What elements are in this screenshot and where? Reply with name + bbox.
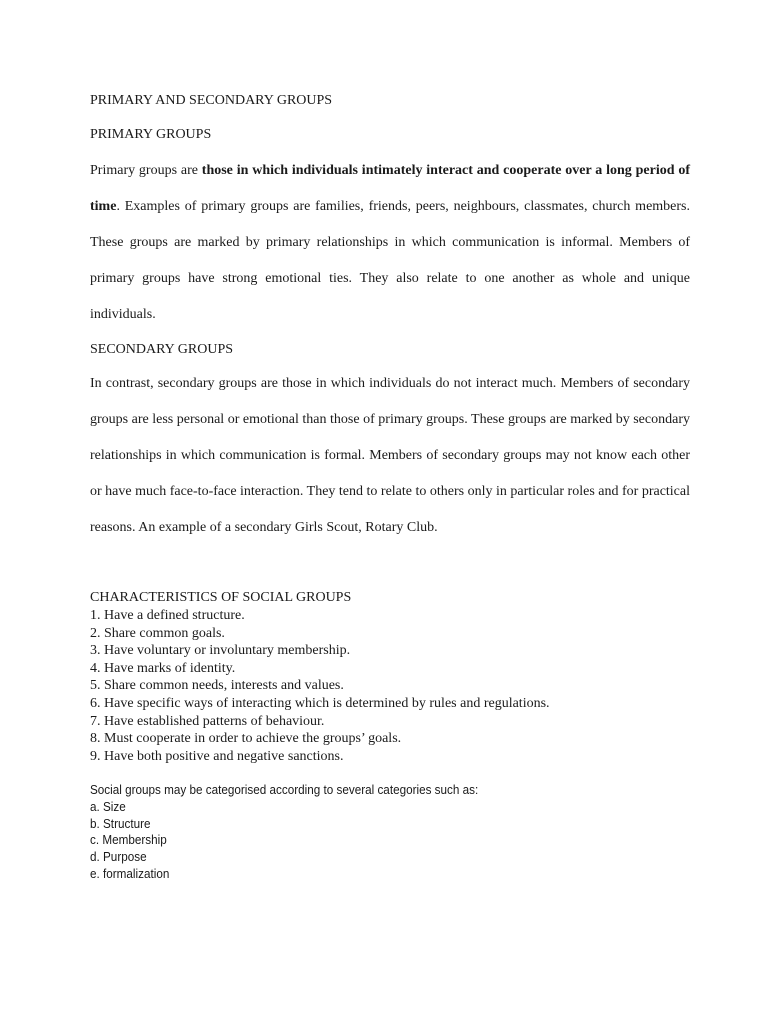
characteristics-heading: CHARACTERISTICS OF SOCIAL GROUPS (90, 590, 352, 605)
list-item: 6. Have specific ways of interacting which is determined by rules and regulations. (90, 695, 550, 711)
secondary-groups-paragraph: In contrast, secondary groups are those in which individuals do not interact much. Members of secondary groups are less personal or emotional than those of primary groups. These groups are marked by secondary relationships in which communication is formal. Members of secondary groups may not know each other or have much face-to-face interaction. They tend to relate to others only in particular roles and for practical reasons. An example of a secondary Girls Scout, Rotary Club. (90, 376, 690, 535)
primary-definition-bold: those in which individuals intimately interact and cooperate over a long period of time (90, 163, 690, 214)
list-item: 9. Have both positive and negative sanctions. (90, 748, 344, 764)
list-item: a. Size (90, 798, 126, 814)
list-item: 5. Share common needs, interests and values. (90, 678, 344, 694)
primary-groups-paragraph (90, 153, 690, 333)
list-item: d. Purpose (90, 849, 147, 865)
primary-rest-text: . Examples of primary groups are families, friends, peers, neighbours, classmates, church members. These groups are marked by primary relationships in which communication is informal. Members of primary groups have strong emotional ties. They also relate to one another as whole and unique individuals. (90, 199, 690, 322)
list-item: 4. Have marks of identity. (90, 660, 236, 676)
list-item: 3. Have voluntary or involuntary membership. (90, 643, 351, 659)
list-item: 1. Have a defined structure. (90, 608, 245, 623)
categories-list (90, 799, 478, 883)
list-item: 2. Share common goals. (90, 625, 225, 641)
list-item: 8. Must cooperate in order to achieve the groups’ goals. (90, 731, 402, 747)
document-page (90, 0, 690, 1024)
primary-intro-text: Primary groups are (90, 163, 202, 178)
categories-block (90, 782, 478, 883)
list-item: 7. Have established patterns of behaviour. (90, 713, 325, 729)
document-title: PRIMARY AND SECONDARY GROUPS (90, 93, 333, 108)
characteristics-list (90, 607, 550, 765)
categories-intro: Social groups may be categorised according to several categories such as: (90, 782, 479, 797)
list-item: e. formalization (90, 865, 170, 881)
list-item: c. Membership (90, 832, 167, 848)
primary-groups-heading: PRIMARY GROUPS (90, 127, 212, 142)
secondary-groups-heading: SECONDARY GROUPS (90, 342, 234, 357)
list-item: b. Structure (90, 815, 151, 831)
